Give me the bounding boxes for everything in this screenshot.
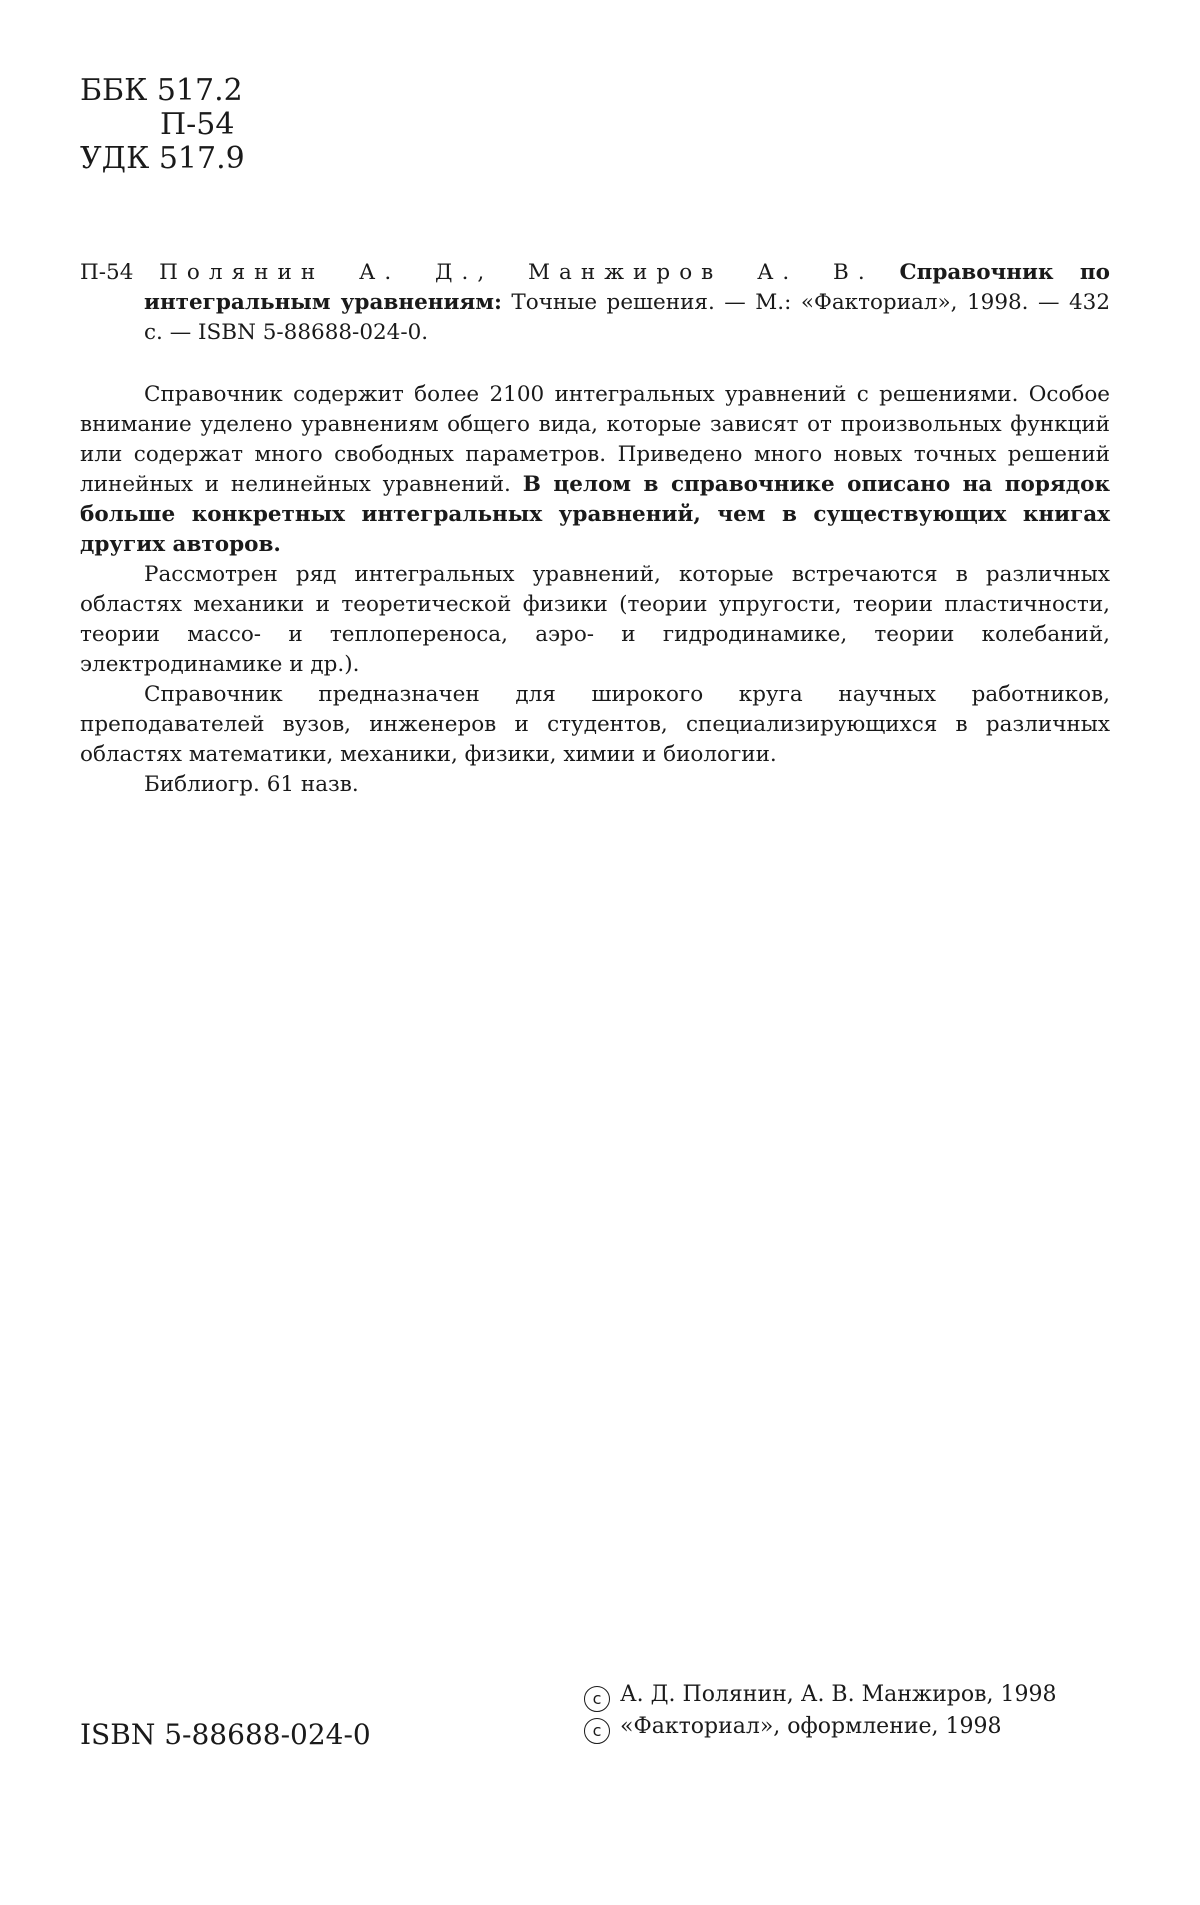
annotation-paragraph-4: Библиогр. 61 назв. (144, 772, 359, 797)
bibliographic-record (80, 258, 1110, 348)
copyright-line-2 (584, 1712, 1056, 1744)
biblio-title: Справочник по интегральным уравнениям: (144, 260, 1110, 315)
copyright-publisher: «Факториал», оформление, 1998 (620, 1714, 1002, 1739)
copyright-line-1 (584, 1680, 1056, 1712)
classification-codes (80, 74, 245, 176)
annotation (80, 380, 1110, 800)
biblio-details: Точные решения. — М.: «Факториал», 1998. — 432 с. — ISBN 5-88688-024-0. (144, 290, 1110, 345)
annotation-paragraph-3: Справочник предназначен для широкого круга научных работников, преподавателей вузов, инженеров и студентов, специализирующихся в различных областях математики, механики, физики, химии и биологии. (80, 682, 1110, 767)
annotation-text: Справочник содержит более 2100 интегральных уравнений с решениями. Особое внимание уделено уравнениям общего вида, которые зависят от произвольных функций или содержат много свободных параметров. Приведено много новых точных решений линейных и нелинейных уравнений. (80, 382, 1110, 497)
annotation-paragraph-1 (80, 380, 1110, 560)
copyright-authors: А. Д. Полянин, А. В. Манжиров, 1998 (620, 1682, 1057, 1707)
bbk-code: ББК 517.2 (80, 73, 243, 108)
biblio-authors: Полянин А. Д., Манжиров А. В. (159, 260, 874, 285)
annotation-paragraph-2: Рассмотрен ряд интегральных уравнений, которые встречаются в различных областях механики и теоретической физики (теории упругости, теории пластичности, теории массо- и теплопереноса, аэро- и гидродинамике, теории колебаний, электродинамике и др.). (80, 562, 1110, 677)
copyright-block (584, 1680, 1056, 1744)
bibliographic-entry (80, 258, 1110, 348)
author-sign: П-54 (160, 107, 235, 142)
udk-code: УДК 517.9 (80, 141, 245, 176)
biblio-code: П-54 (80, 260, 134, 285)
isbn-number: ISBN 5-88688-024-0 (80, 1718, 371, 1751)
copyright-icon: c (584, 1686, 610, 1712)
copyright-icon: c (584, 1718, 610, 1744)
annotation-emphasis: В целом в справочнике описано на порядок больше конкретных интегральных уравнений, чем в существующих книгах других авторов. (80, 472, 1110, 557)
